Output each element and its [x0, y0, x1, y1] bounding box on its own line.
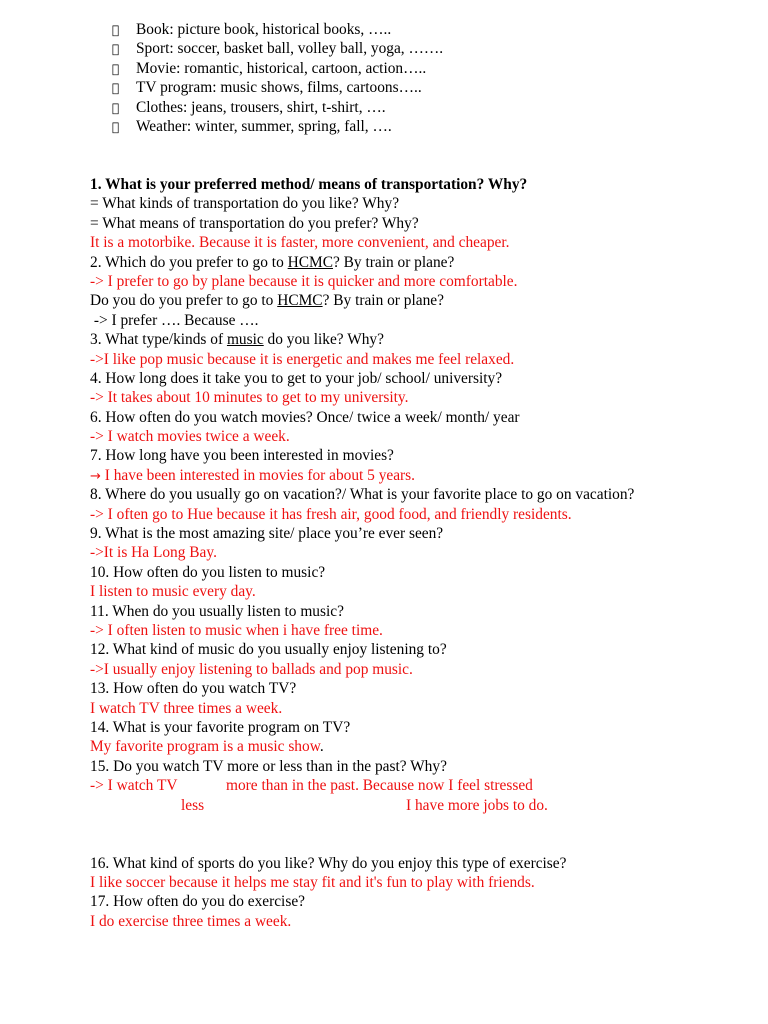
bullet-text: Clothes: jeans, trousers, shirt, t-shirt, ….	[136, 98, 386, 116]
question-14: 14. What is your favorite program on TV?	[90, 718, 351, 736]
question-2-tail: ? By train or plane?	[332, 253, 455, 271]
question-8: 8. Where do you usually go on vacation?/ What is your favorite place to go on vacation?	[90, 486, 635, 504]
question-answer-list	[90, 175, 634, 931]
question-16: 16. What kind of sports do you like? Why do you enjoy this type of exercise?	[90, 854, 567, 872]
answer-9: ->It is Ha Long Bay.	[90, 544, 217, 562]
question-3-music: music	[226, 331, 264, 349]
bullet-icon	[112, 21, 136, 40]
bullet-item	[112, 117, 443, 136]
question-2-alt-text: Do you do you prefer to go to	[90, 292, 278, 310]
question-3-tail: do you like? Why?	[263, 331, 384, 349]
answer-12: ->I usually enjoy listening to ballads and pop music.	[90, 660, 413, 678]
answer-7	[90, 466, 634, 485]
bullet-item	[112, 59, 443, 78]
answer-15-start: -> I watch TV	[90, 777, 178, 795]
answer-6: -> I watch movies twice a week.	[90, 428, 290, 446]
question-13: 13. How often do you watch TV?	[90, 680, 297, 698]
question-2	[90, 253, 634, 272]
question-3	[90, 330, 634, 349]
answer-3: ->I like pop music because it is energetic and makes me feel relaxed.	[90, 350, 515, 368]
answer-10: I listen to music every day.	[90, 583, 256, 601]
question-1-alt-1: = What kinds of transportation do you like? Why?	[90, 195, 400, 213]
bullet-text: Weather: winter, summer, spring, fall, ….	[136, 117, 392, 135]
question-1: 1. What is your preferred method/ means of transportation? Why?	[90, 176, 528, 193]
question-2-alt-tail: ? By train or plane?	[322, 292, 444, 310]
bullet-text: Book: picture book, historical books, …..	[136, 21, 392, 38]
question-2-hcmc: HCMC	[287, 253, 333, 271]
answer-15-reason: I have more jobs to do.	[406, 796, 548, 814]
question-17: 17. How often do you do exercise?	[90, 893, 305, 911]
answer-7-text: I have been interested in movies for about 5 years.	[100, 466, 416, 484]
bullet-item	[112, 78, 443, 97]
bullet-item	[112, 20, 443, 39]
bullet-icon	[112, 79, 136, 98]
answer-15-line-1	[90, 776, 634, 795]
answer-2-template: -> I prefer …. Because ….	[90, 311, 259, 329]
answer-8: -> I often go to Hue because it has fresh air, good food, and friendly residents.	[90, 505, 572, 523]
answer-1: It is a motorbike. Because it is faster, more convenient, and cheaper.	[90, 234, 510, 252]
question-10: 10. How often do you listen to music?	[90, 563, 326, 581]
question-15: 15. Do you watch TV more or less than in the past? Why?	[90, 757, 447, 775]
answer-11: -> I often listen to music when i have free time.	[90, 621, 383, 639]
answer-15-less: less	[181, 796, 205, 814]
bullet-icon	[112, 40, 136, 59]
bullet-icon	[112, 118, 136, 137]
question-3-text: 3. What type/kinds of	[90, 331, 227, 349]
question-12: 12. What kind of music do you usually enjoy listening to?	[90, 641, 447, 659]
answer-4: -> It takes about 10 minutes to get to my university.	[90, 389, 409, 407]
answer-15-more: more than in the past. Because now I feel stressed	[226, 777, 533, 795]
question-6: 6. How often do you watch movies? Once/ twice a week/ month/ year	[90, 408, 520, 426]
answer-2: -> I prefer to go by plane because it is quicker and more comfortable.	[90, 272, 518, 290]
bullet-icon	[112, 99, 136, 118]
answer-14	[90, 737, 634, 756]
question-4: 4. How long does it take you to get to your job/ school/ university?	[90, 369, 503, 387]
question-7: 7. How long have you been interested in movies?	[90, 447, 394, 465]
bullet-item	[112, 39, 443, 58]
answer-14-period: .	[319, 738, 324, 756]
question-9: 9. What is the most amazing site/ place you’re ever seen?	[90, 525, 444, 543]
bullet-text: Sport: soccer, basket ball, volley ball, yoga, …….	[136, 40, 444, 58]
topic-bullet-list	[112, 20, 443, 136]
answer-14-text: My favorite program is a music show	[90, 738, 320, 756]
question-1-alt-2: = What means of transportation do you prefer? Why?	[90, 214, 419, 232]
bullet-item	[112, 98, 443, 117]
answer-16: I like soccer because it helps me stay fit and it's fun to play with friends.	[90, 874, 535, 892]
question-2-alt	[90, 291, 634, 310]
question-2-text: 2. Which do you prefer to go to	[90, 253, 288, 271]
answer-17: I do exercise three times a week.	[90, 912, 292, 930]
answer-15-line-2	[90, 796, 634, 815]
answer-13: I watch TV three times a week.	[90, 699, 283, 717]
bullet-text: Movie: romantic, historical, cartoon, action…..	[136, 59, 427, 77]
paragraph-gap	[90, 815, 634, 854]
arrow-icon: →	[90, 468, 101, 484]
bullet-icon	[112, 60, 136, 79]
question-2-alt-hcmc: HCMC	[277, 292, 323, 310]
question-11: 11. When do you usually listen to music?	[90, 602, 344, 620]
bullet-text: TV program: music shows, films, cartoons…..	[136, 79, 422, 97]
